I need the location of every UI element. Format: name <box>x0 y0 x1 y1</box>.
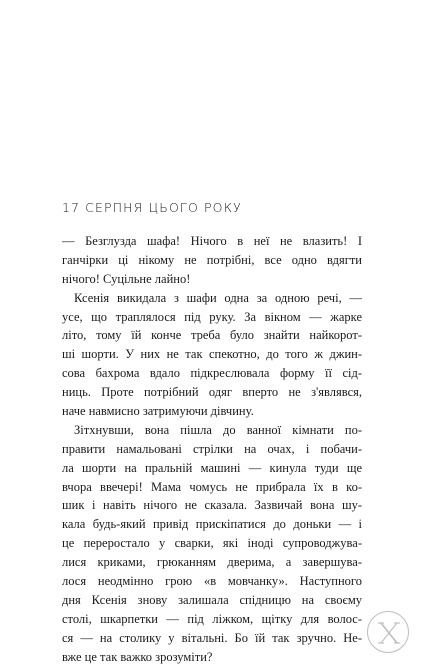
text-line: правити намальовані стрілки на очах, і побачи- <box>62 441 362 456</box>
body-text <box>62 232 362 666</box>
chapter-heading: 17 СЕРПНЯ ЦЬОГО РОКУ <box>62 200 242 215</box>
text-line: Ксенія викидала з шафи одна за одною речі, — <box>74 290 362 305</box>
text-line: літо, тому їй конче треба було знайти найкорот- <box>62 328 362 343</box>
text-line: ниць. Проте потрібний одяг вперто не з'являвся, <box>62 385 362 400</box>
text-line: ла шорти на пральній машині — кинула туди ще <box>62 460 362 475</box>
text-line: нічого! Суцільне лайно! <box>62 271 191 286</box>
text-line: вже це так важко зрозуміти? <box>62 649 213 664</box>
text-line: — Безглузда шафа! Нічого в неї не влазить! І <box>62 234 362 248</box>
text-line: лося неодмінно грою «в мовчанку». Наступного <box>62 574 362 589</box>
text-line: усе, що траплялося під руку. За вікном — жарке <box>62 309 362 324</box>
text-line: столі, шкарпетки — під ліжком, щітку для волос- <box>62 611 362 626</box>
text-line: ганчірки ці нікому не потрібні, все одно вдягти <box>62 252 362 267</box>
text-line: сова бахрома вдало підкреслювала форму її сід- <box>62 366 362 381</box>
text-line: ші шорти. У них не так спекотно, до того ж джин- <box>62 347 362 362</box>
text-line: кала будь-який привід прискіпатися до доньки — і <box>62 517 362 532</box>
text-line: шик і навіть нічого не сказала. Зазвичай вона шу- <box>62 498 362 513</box>
x-letter-seal-icon <box>367 611 409 653</box>
text-line: дня Ксенія знову залишала спідницю на своєму <box>62 592 362 607</box>
text-line: наче навмисно затримуючи дівчину. <box>62 404 254 419</box>
text-line: лися криками, грюканням дверима, а завершува- <box>62 555 362 570</box>
text-line: це переростало у сварки, які іноді супроводжува- <box>62 536 362 551</box>
text-line: Зітхнувши, вона пішла до ванної кімнати по- <box>74 422 362 437</box>
text-line: вчора ввечері! Мама чомусь не прибрала їх в ко- <box>62 479 362 494</box>
text-line: ся — на столику у вітальні. Бо їй так зручно. Не- <box>62 630 362 645</box>
